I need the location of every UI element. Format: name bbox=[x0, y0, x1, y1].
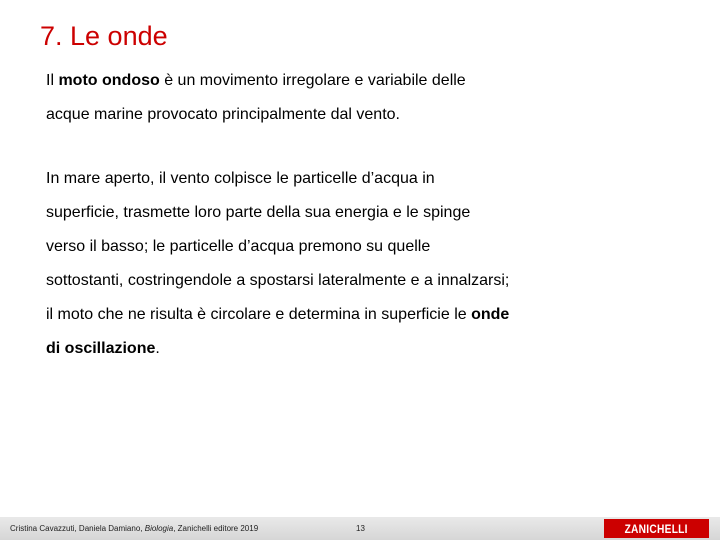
text-fragment: . bbox=[155, 340, 160, 357]
text-fragment: il moto che ne risulta è circolare e determina in superficie le bbox=[46, 306, 472, 323]
paragraph-open-sea bbox=[46, 162, 666, 366]
term-onde: onde bbox=[471, 306, 510, 323]
footer-publisher: , Zanichelli editore 2019 bbox=[173, 524, 259, 533]
term-moto-ondoso: moto ondoso bbox=[58, 72, 160, 89]
slide-body bbox=[46, 64, 666, 366]
footer-credit bbox=[10, 523, 258, 535]
text-line: sottostanti, costringendole a spostarsi lateralmente e a innalzarsi; bbox=[46, 272, 510, 289]
term-di-oscillazione: di oscillazione bbox=[46, 340, 156, 357]
text-line: superficie, trasmette loro parte della sua energia e le spinge bbox=[46, 204, 471, 221]
logo-text: ZANICHELLI bbox=[624, 521, 689, 536]
text-fragment: è un movimento irregolare e variabile delle bbox=[159, 72, 466, 89]
text-line: In mare aperto, il vento colpisce le particelle d’acqua in bbox=[46, 170, 435, 187]
page-number: 13 bbox=[356, 524, 365, 533]
text-line bbox=[46, 64, 666, 98]
paragraph-wave-motion bbox=[46, 64, 666, 132]
footer-book-title: Biologia bbox=[144, 524, 174, 533]
slide-title: 7. Le onde bbox=[40, 21, 168, 51]
text-line bbox=[46, 332, 666, 366]
zanichelli-logo bbox=[604, 519, 709, 538]
text-fragment: Il bbox=[46, 72, 59, 89]
text-line: acque marine provocato principalmente dal vento. bbox=[46, 106, 400, 123]
text-line: verso il basso; le particelle d’acqua premono su quelle bbox=[46, 238, 431, 255]
text-line bbox=[46, 298, 666, 332]
footer-authors: Cristina Cavazzuti, Daniela Damiano, bbox=[10, 524, 145, 533]
